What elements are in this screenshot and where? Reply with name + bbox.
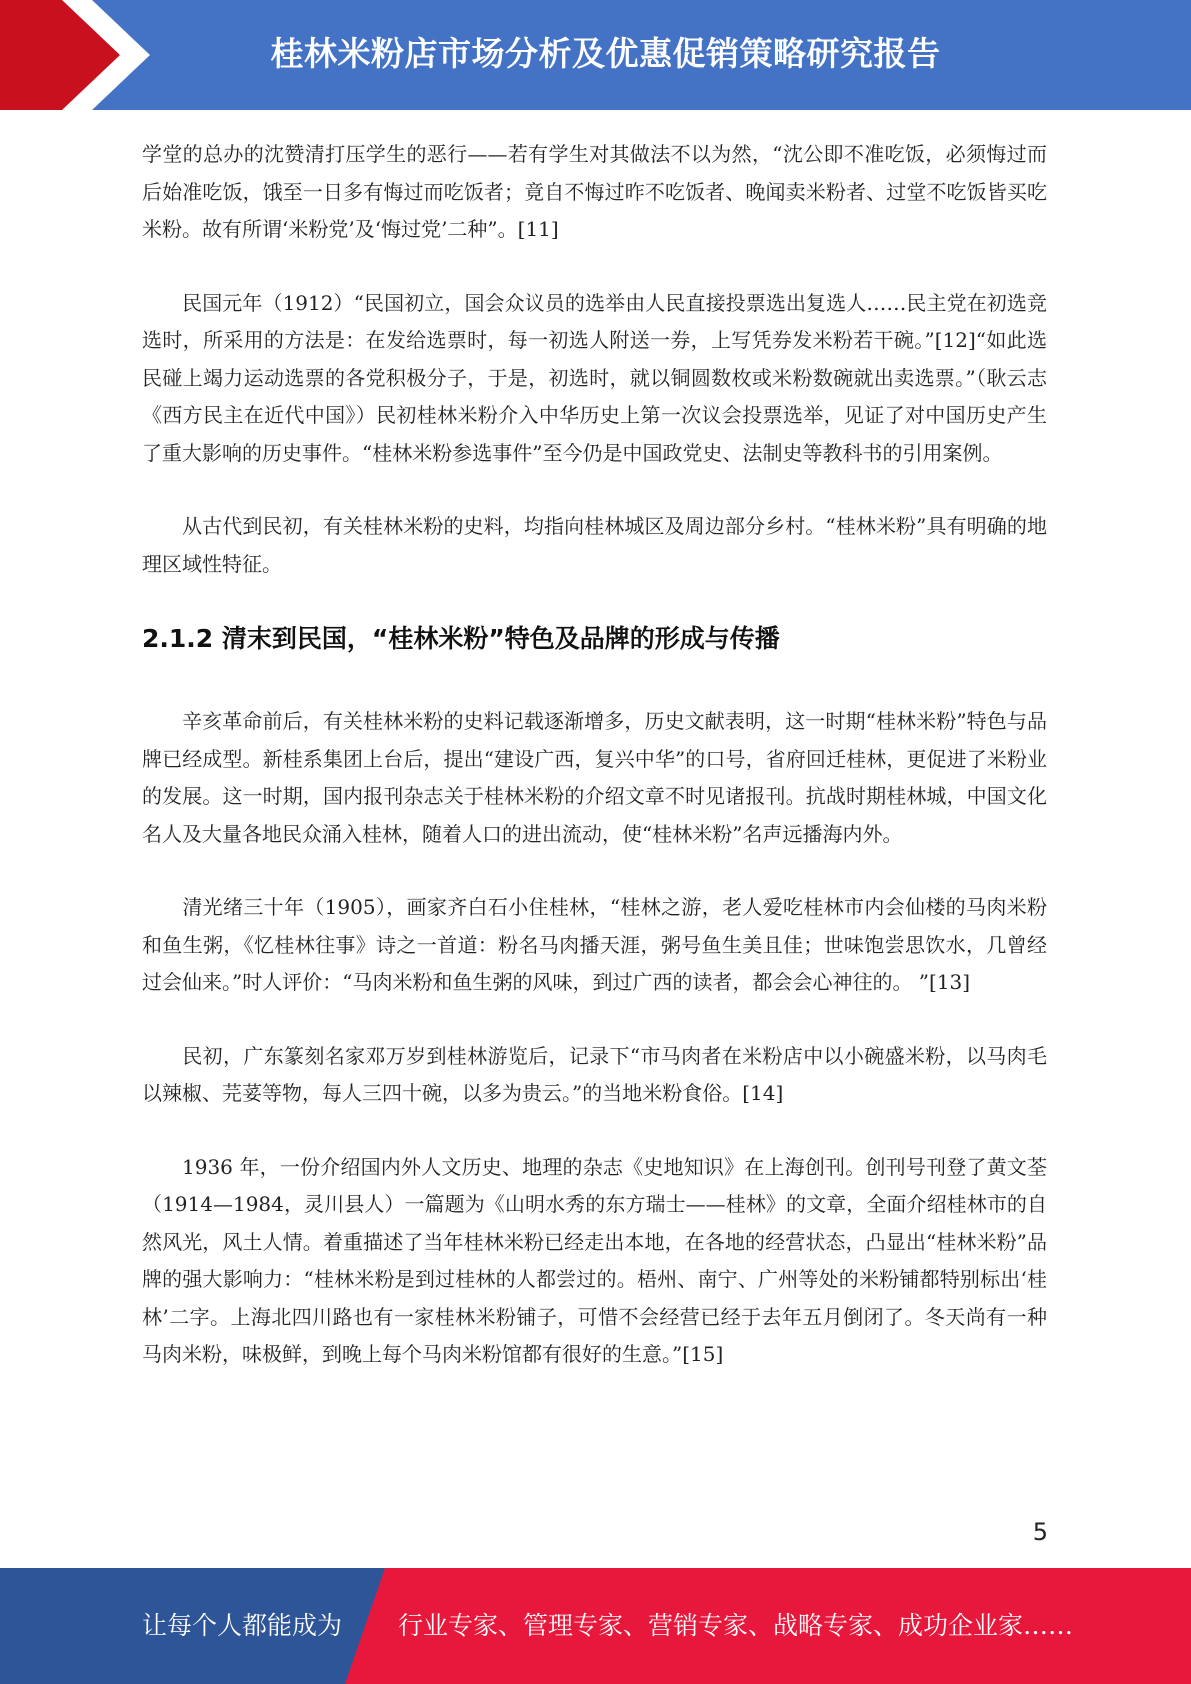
section-heading: 2.1.2 清末到民国，“桂林米粉”特色及品牌的形成与传播 [142, 624, 780, 653]
paragraph-text: 1936 年，一份介绍国内外人文历史、地理的杂志《史地知识》在上海创刊。创刊号刊登了黄文荃（1914—1984，灵川县人）一篇题为《山明水秀的东方瑞士——桂林》的文章，全面介绍桂林市的自然风光，风土人情。着重描述了当年桂林米粉已经走出本地，在各地的经营状态，凸显出“桂林米粉”品牌的强大影响力：“桂林米粉是到过桂林的人都尝过的。梧州、南宁、广州等处的米粉铺都特别标出‘桂林’二字。上海北四川路也有一家桂林米粉铺子，可惜不会经营已经于去年五月倒闭了。冬天尚有一种马肉米粉，味极鲜，到晚上每个马肉米粉馆都有很好的生意。”[15] [142, 1154, 1047, 1366]
paragraph-text: 学堂的总办的沈赞清打压学生的恶行——若有学生对其做法不以为然，“沈公即不准吃饭，必须悔过而后始准吃饭，饿至一日多有悔过而吃饭者；竟自不悔过昨不吃饭者、晚闻卖米粉者、过堂不吃饭皆买吃米粉。故有所谓‘米粉党’及‘悔过党’二种”。[11] [142, 142, 1047, 241]
paragraph-text: 民初，广东篆刻名家邓万岁到桂林游览后，记录下“市马肉者在米粉店中以小碗盛米粉，以马肉毛以辣椒、芫荽等物，每人三四十碗，以多为贵云。”的当地米粉食俗。[14] [142, 1043, 1047, 1105]
paragraph [142, 1038, 1047, 1113]
paragraph-text: 清光绪三十年（1905），画家齐白石小住桂林，“桂林之游，老人爱吃桂林市内会仙楼的马肉米粉和鱼生粥，《忆桂林往事》诗之一首道：粉名马肉播天涯，粥号鱼生美且佳；世味饱尝思饮水，几曾经过会仙来。”时人评价：“马肉米粉和鱼生粥的风味，到过广西的读者，都会会心神往的。 ”[13] [142, 895, 1047, 994]
paragraph [142, 508, 1047, 583]
paragraph [142, 136, 1047, 249]
page-header [0, 0, 1191, 110]
paragraph [142, 1149, 1047, 1374]
footer-slogan-left: 让每个人都能成为 [142, 1611, 343, 1640]
paragraph [142, 889, 1047, 1002]
header-title: 桂林米粉店市场分析及优惠促销策略研究报告 [270, 34, 941, 73]
paragraph-text: 辛亥革命前后，有关桂林米粉的史料记载逐渐增多，历史文献表明，这一时期“桂林米粉”特色与品牌已经成型。新桂系集团上台后，提出“建设广西，复兴中华”的口号，省府回迁桂林，更促进了米粉业的发展。这一时期，国内报刊杂志关于桂林米粉的介绍文章不时见诸报刊。抗战时期桂林城，中国文化名人及大量各地民众涌入桂林，随着人口的进出流动，使“桂林米粉”名声远播海内外。 [142, 709, 1047, 846]
document-body [142, 136, 1047, 1410]
page-footer [0, 1568, 1191, 1684]
footer-slogan-right: 行业专家、管理专家、营销专家、战略专家、成功企业家…… [398, 1611, 1074, 1640]
page-number: 5 [1032, 1518, 1048, 1546]
paragraph [142, 703, 1047, 853]
paragraph [142, 285, 1047, 473]
paragraph-text: 从古代到民初，有关桂林米粉的史料，均指向桂林城区及周边部分乡村。“桂林米粉”具有明确的地理区域性特征。 [142, 514, 1047, 576]
paragraph-text: 民国元年（1912）“民国初立，国会众议员的选举由人民直接投票选出复选人……民主党在初选竞选时，所采用的方法是：在发给选票时，每一初选人附送一券，上写凭券发米粉若干碗。”[12]“如此选民碰上竭力运动选票的各党积极分子，于是，初选时，就以铜圆数枚或米粉数碗就出卖选票。”（耿云志《西方民主在近代中国》）民初桂林米粉介入中华历史上第一次议会投票选举，见证了对中国历史产生了重大影响的历史事件。“桂林米粉参选事件”至今仍是中国政党史、法制史等教科书的引用案例。 [142, 290, 1047, 465]
